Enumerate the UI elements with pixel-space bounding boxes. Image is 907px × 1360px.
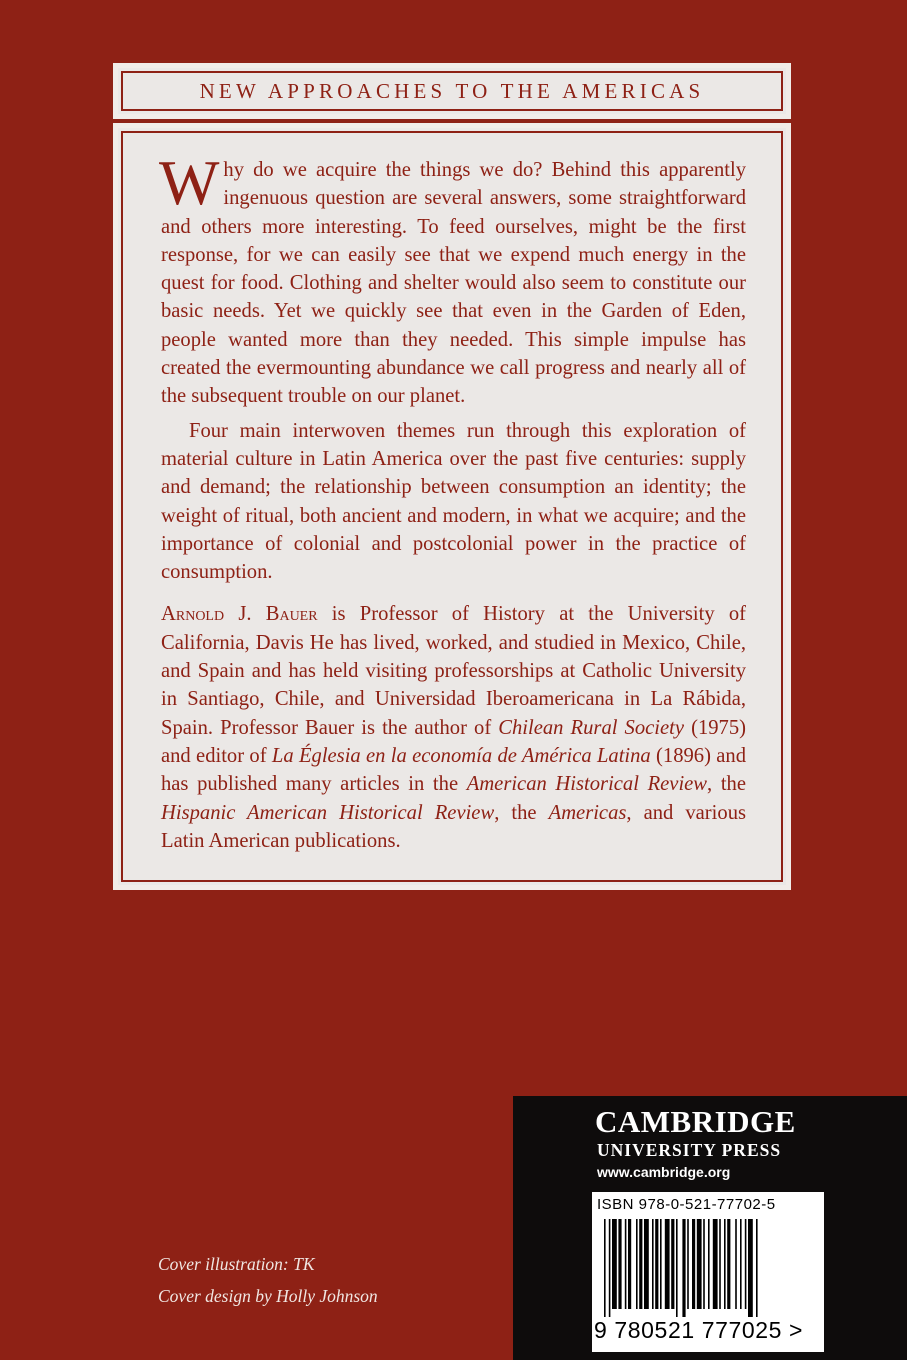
barcode-bar — [655, 1219, 658, 1309]
barcode-bar — [724, 1219, 726, 1309]
barcode-bar — [628, 1219, 631, 1309]
drop-cap: W — [159, 147, 220, 218]
barcode-bar — [604, 1219, 606, 1317]
barcode-bar — [636, 1219, 638, 1309]
journal-title-3: Americas — [548, 801, 627, 824]
cover-credits — [158, 1248, 378, 1312]
barcode-bar — [660, 1219, 662, 1309]
barcode-bar — [671, 1219, 674, 1309]
barcode-bar — [740, 1219, 742, 1309]
bio-text-1: is Professor of History at the University of California, Davis He has lived, worked, and studied in Mexico, Chile, and Spain and has held visiting professorships at Catholic University in Santiago, Chile, and Universidad Iberoamericana in La Rábida, Spain. Professor Bauer is the author of — [161, 603, 747, 739]
barcode-bar — [735, 1219, 737, 1309]
publisher-block — [513, 1096, 907, 1360]
barcode-bar — [644, 1219, 649, 1309]
barcode-bar — [703, 1219, 705, 1309]
illustration-credit: Cover illustration: TK — [158, 1254, 315, 1274]
barcode-digits: 9 780521 777025 > — [594, 1317, 804, 1343]
barcode-bar — [727, 1219, 730, 1309]
barcode-icon — [598, 1219, 818, 1317]
author-name: Arnold J. Bauer — [161, 603, 318, 626]
bio-text-6: , and various Latin American publications. — [161, 801, 746, 852]
barcode-bar — [692, 1219, 695, 1309]
barcode-bar — [745, 1219, 747, 1309]
barcode-bar — [665, 1219, 670, 1309]
barcode-bar — [612, 1219, 617, 1309]
journal-title-1: American Historical Review — [466, 773, 708, 796]
barcode-bar — [748, 1219, 753, 1317]
barcode-bar — [719, 1219, 721, 1309]
bio-text-4: , the — [707, 773, 746, 796]
publisher-subtitle: UNIVERSITY PRESS — [597, 1140, 782, 1160]
barcode-bar — [609, 1219, 611, 1317]
barcode-bar — [652, 1219, 654, 1309]
barcode-bar — [708, 1219, 710, 1309]
barcode-box — [592, 1192, 824, 1352]
book-title-2: La Églesia en la economía de América Latina — [271, 744, 651, 767]
barcode-bar — [697, 1219, 702, 1309]
blurb-paragraph-1-text: hy do we acquire the things we do? Behind this apparently ingenuous question are several answers, some straightforward and others more interesting. To feed ourselves, might be the first response, for we can easily see that we expend much energy in the quest for food. Clothing and shelter would also seem to constitute our basic needs. Yet we quickly see that even in the Garden of Eden, people wanted more than they needed. This simple impulse has created the evermounting abundance we call progress and nearly all of the subsequent trouble on our planet. — [161, 159, 746, 408]
blurb-paragraph-1 — [159, 147, 746, 411]
barcode-bar — [618, 1219, 621, 1309]
bio-text-5: , the — [494, 801, 549, 824]
journal-title-2: Hispanic American Historical Review — [161, 801, 495, 824]
author-bio — [161, 600, 746, 855]
publisher-name: CAMBRIDGE — [595, 1104, 796, 1139]
blurb-panel — [115, 125, 789, 888]
barcode-bar — [756, 1219, 758, 1317]
blurb-text — [159, 147, 747, 855]
barcode-bar — [639, 1219, 642, 1309]
barcode-bar — [713, 1219, 718, 1309]
bio-text-2: (1975) and editor of — [161, 716, 747, 767]
design-credit: Cover design by Holly Johnson — [158, 1286, 378, 1306]
bio-text-3: (1896) and has published many articles in the — [161, 744, 746, 796]
blurb-paragraph-2: Four main interwoven themes run through this exploration of material culture in Latin America over the past five centuries: supply and demand; the relationship between consumption an identity; the weight of ritual, both ancient and modern, in what we acquire; and the importance of colonial and postcolonial power in the practice of consumption. — [161, 419, 746, 584]
publisher-url[interactable]: www.cambridge.org — [597, 1164, 731, 1180]
isbn-label: ISBN 978-0-521-77702-5 — [597, 1196, 776, 1213]
barcode-bar — [676, 1219, 678, 1317]
series-title: NEW APPROACHES TO THE AMERICAS — [199, 79, 705, 103]
book-title-1: Chilean Rural Society — [498, 716, 685, 739]
barcode-bar — [687, 1219, 689, 1309]
series-banner — [115, 65, 789, 117]
barcode-bar — [625, 1219, 627, 1309]
barcode-bar — [682, 1219, 685, 1317]
